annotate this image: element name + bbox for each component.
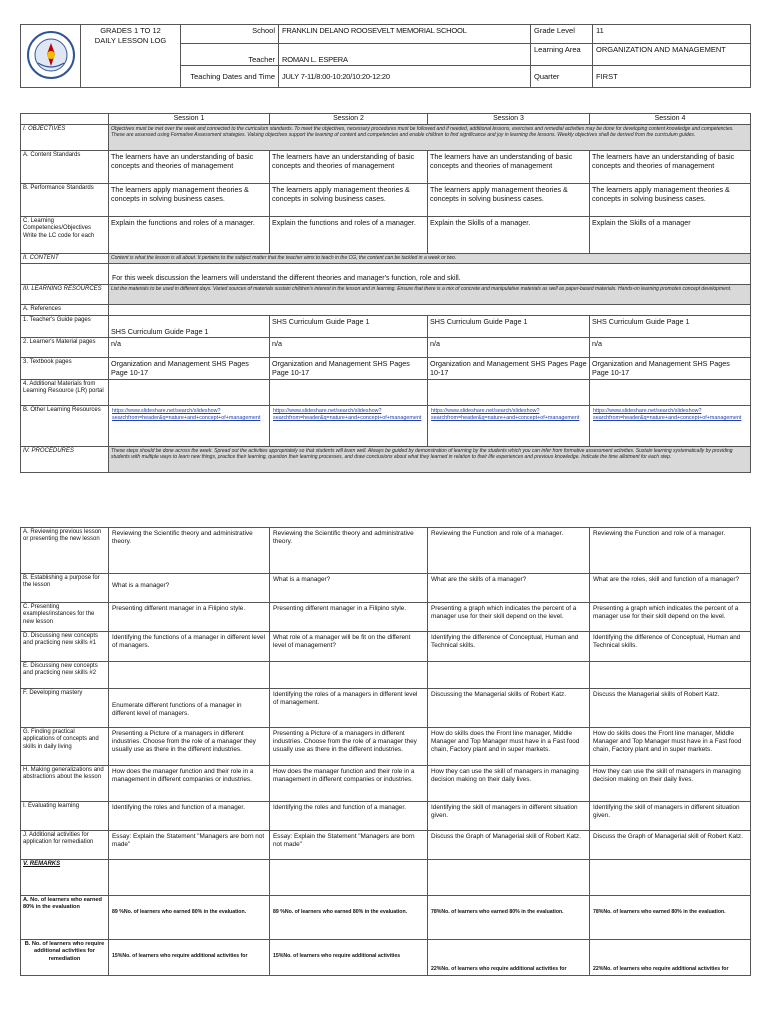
step-row [21, 574, 751, 603]
learners-remediation-s4: 22%No. of learners who require additional activities for [590, 940, 751, 976]
step-b-s1: What is a manager? [109, 574, 270, 603]
content-text-row [21, 264, 751, 285]
step-row [21, 603, 751, 632]
teacher-value: ROMAN L. ESPERA [279, 44, 531, 66]
step-j-s1: Essay: Explain the Statement "Managers are born not made" [109, 831, 270, 860]
procedures-note: These steps should be done across the week. Spread out the activities appropriately so that students will learn well. Always be guided by demonstration of learning by the students which you can infer from formative assessment activities. Sustain learning systematically by providing students with multiple ways to learn new things, practice their learning, question their learning processes, and draw conclusions about what they learned in relation to their life experiences and previous knowledge. Indicate the time allotment for each step. [109, 446, 751, 472]
learners-remediation-s1: 15%No. of learners who require additional activities for [109, 940, 270, 976]
step-i-s1: Identifying the roles and function of a manager. [109, 802, 270, 831]
dates-value: JULY 7-11/8:00-10:20/10:20-12:20 [279, 66, 531, 88]
teachers-guide-row [21, 315, 751, 337]
step-h-s1: How does the manager function and their role in a management in different companies or industries. [109, 766, 270, 802]
step-row [21, 689, 751, 728]
log-title [81, 25, 181, 88]
content-label: II. CONTENT [21, 254, 109, 264]
quarter-value: FIRST [593, 66, 751, 88]
content-note: Content is what the lesson is all about. It pertains to the subject matter that the teacher aims to teach in the CG, the content can be tackled in a week or two. [109, 254, 751, 264]
step-h-s3: How they can use the skill of managers in managing decision making on their daily lives. [428, 766, 590, 802]
textbook-s4: Organization and Management SHS Pages Page 10-17 [590, 357, 751, 379]
step-a-s2: Reviewing the Scientific theory and administrative theory. [270, 528, 428, 574]
step-a-s3: Reviewing the Function and role of a manager. [428, 528, 590, 574]
step-e-label: E. Discussing new concepts and practicing new skills #2 [21, 662, 109, 689]
step-g-s2: Presenting a Picture of a managers in different industries. Choose from the role of a manager they usually use as there in the different industries. [270, 728, 428, 766]
step-g-s4: How do skills does the Front line manager, Middle Manager and Top Manager must have in a Fast food chain, Factory plant and in super markets. [590, 728, 751, 766]
objectives-note: Objectives must be met over the week and connected to the curriculum standards. To meet the objectives, necessary procedures must be followed and if needed, additional lessons, exercises and remedial activities may be done for developing content knowledge and competencies. These are assessed using Formative Assessment strategies. Valuing objectives support the learning of content and competencies and enable children to find significance and joy in learning the lessons. Weekly objectives shall be derived from the curriculum guides. [109, 125, 751, 151]
competencies-s2: Explain the functions and roles of a manager. [270, 217, 428, 254]
step-b-label: B. Establishing a purpose for the lesson [21, 574, 109, 603]
other-resources-link-s1[interactable]: https://www.slideshare.net/search/slideshow?searchfrom=header&q=nature+and+concept+of+management [109, 405, 270, 446]
step-i-s2: Identifying the roles and function of a manager. [270, 802, 428, 831]
step-a-label: A. Reviewing previous lesson or presenting the new lesson [21, 528, 109, 574]
other-resources-link-s2[interactable]: https://www.slideshare.net/search/slideshow?searchfrom=header&q=nature+and+concept+of+management [270, 405, 428, 446]
performance-standards-s4: The learners apply management theories & concepts in solving business cases. [590, 184, 751, 217]
content-standards-s2: The learners have an understanding of basic concepts and theories of management [270, 151, 428, 184]
session-header-row [21, 114, 751, 125]
learners-80-row [21, 896, 751, 940]
performance-standards-s2: The learners apply management theories & concepts in solving business cases. [270, 184, 428, 217]
lesson-plan-table-top [20, 113, 751, 473]
learners-remediation-s2: 15%No. of learners who require additional activities [270, 940, 428, 976]
textbook-s1: Organization and Management SHS Pages Page 10-17 [109, 357, 270, 379]
additional-materials-label: 4. Additional Materials from Learning Resource (LR) portal [21, 379, 109, 405]
learners-remediation-row [21, 940, 751, 976]
step-g-s1: Presenting a Picture of a managers in different industries. Choose from the role of a manager they usually use as there in the different industries. [109, 728, 270, 766]
step-f-s1: Enumerate different functions of a manager in different level of managers. [109, 689, 270, 728]
teachers-guide-s4: SHS Curriculum Guide Page 1 [590, 315, 751, 337]
deped-seal-icon [26, 30, 76, 80]
step-c-s2: Presenting different manager in a Filipino style. [270, 603, 428, 632]
session-1-header: Session 1 [109, 114, 270, 125]
content-standards-s1: The learners have an understanding of basic concepts and theories of management [109, 151, 270, 184]
step-b-s2: What is a manager? [270, 574, 428, 603]
learners-material-label: 2. Learner's Material pages [21, 337, 109, 357]
step-e-s2 [270, 662, 428, 689]
content-standards-label: A. Content Standards [21, 151, 109, 184]
content-standards-row [21, 151, 751, 184]
step-c-s4: Presenting a graph which indicates the percent of a manager use for their skill depend on the level. [590, 603, 751, 632]
performance-standards-label: B. Performance Standards [21, 184, 109, 217]
learners-material-row [21, 337, 751, 357]
competencies-s4: Explain the Skills of a manager [590, 217, 751, 254]
step-f-s2: Identifying the roles of a managers in different level of management. [270, 689, 428, 728]
content-standards-s4: The learners have an understanding of basic concepts and theories of management [590, 151, 751, 184]
learners-80-s3: 78%No. of learners who earned 80% in the evaluation. [428, 896, 590, 940]
session-4-header: Session 4 [590, 114, 751, 125]
step-g-s3: How do skills does the Front line manager, Middle Manager and Top Manager must have in a Fast food chain, Factory plant and in super markets. [428, 728, 590, 766]
step-j-s4: Discuss the Graph of Managerial skill of Robert Katz. [590, 831, 751, 860]
title-grades: GRADES 1 TO 12 [100, 26, 161, 35]
resources-row [21, 285, 751, 305]
grade-label: Grade Level [531, 25, 593, 44]
performance-standards-s3: The learners apply management theories & concepts in solving business cases. [428, 184, 590, 217]
step-e-s4 [590, 662, 751, 689]
grade-value: 11 [593, 25, 751, 44]
step-h-label: H. Making generalizations and abstractions about the lesson [21, 766, 109, 802]
competencies-s1: Explain the functions and roles of a manager. [109, 217, 270, 254]
step-f-s4: Discuss the Managerial skills of Robert Katz. [590, 689, 751, 728]
step-a-s4: Reviewing the Function and role of a manager. [590, 528, 751, 574]
resources-note: List the materials to be used in different days. Varied sources of materials sustain children's interest in the lesson and in learning. Ensure that there is a mix of concrete and manipulative materials as well as paper-based materials. Hands-on learning promotes concept development. [109, 285, 751, 305]
dates-label: Teaching Dates and Time [181, 66, 279, 88]
quarter-label: Quarter [531, 66, 593, 88]
teachers-guide-s3: SHS Curriculum Guide Page 1 [428, 315, 590, 337]
references-label: A. References [21, 305, 109, 315]
competencies-s3: Explain the Skills of a manager. [428, 217, 590, 254]
step-b-s3: What are the skills of a manager? [428, 574, 590, 603]
step-a-s1: Reviewing the Scientific theory and administrative theory. [109, 528, 270, 574]
remarks-label: V. REMARKS [21, 860, 109, 896]
step-row [21, 528, 751, 574]
step-d-s3: Identifying the difference of Conceptual, Human and Technical skills. [428, 632, 590, 662]
step-row [21, 662, 751, 689]
step-row [21, 831, 751, 860]
step-c-s3: Presenting a graph which indicates the percent of a manager use for their skill depend on the level. [428, 603, 590, 632]
resources-label: III. LEARNING RESOURCES [21, 285, 109, 305]
step-j-label: J. Additional activities for application for remediation [21, 831, 109, 860]
step-i-s3: Identifying the skill of managers in different situation given. [428, 802, 590, 831]
step-d-label: D. Discussing new concepts and practicing new skills #1 [21, 632, 109, 662]
step-j-s3: Discuss the Graph of Managerial skill of Robert Katz. [428, 831, 590, 860]
step-d-s4: Identifying the difference of Conceptual, Human and Technical skills. [590, 632, 751, 662]
step-j-s2: Essay: Explain the Statement "Managers are born not made" [270, 831, 428, 860]
learners-material-s1: n/a [109, 337, 270, 357]
step-c-label: C. Presenting examples/instances for the new lesson [21, 603, 109, 632]
step-i-label: I. Evaluating learning [21, 802, 109, 831]
step-e-s3 [428, 662, 590, 689]
step-f-s3: Discussing the Managerial skills of Robert Katz. [428, 689, 590, 728]
step-c-s1: Presenting different manager in a Filipino style. [109, 603, 270, 632]
step-row [21, 728, 751, 766]
textbook-label: 3. Textbook pages [21, 357, 109, 379]
procedures-row [21, 446, 751, 472]
procedures-label: IV. PROCEDURES [21, 446, 109, 472]
step-row [21, 632, 751, 662]
step-row [21, 766, 751, 802]
content-standards-s3: The learners have an understanding of basic concepts and theories of management [428, 151, 590, 184]
objectives-row [21, 125, 751, 151]
step-i-s4: Identifying the skill of managers in different situation given. [590, 802, 751, 831]
teachers-guide-label: 1. Teacher's Guide pages [21, 315, 109, 337]
learners-80-s4: 78%No. of learners who earned 80% in the evaluation. [590, 896, 751, 940]
step-g-label: G. Finding practical applications of concepts and skills in daily living [21, 728, 109, 766]
objectives-label: I. OBJECTIVES [21, 125, 109, 151]
teacher-label: Teacher [181, 44, 279, 66]
performance-standards-row [21, 184, 751, 217]
session-2-header: Session 2 [270, 114, 428, 125]
step-h-s4: How they can use the skill of managers in managing decision making on their daily lives. [590, 766, 751, 802]
textbook-row [21, 357, 751, 379]
step-d-s1: Identifying the functions of a manager in different level of managers. [109, 632, 270, 662]
area-value: ORGANIZATION AND MANAGEMENT [593, 44, 751, 66]
session-3-header: Session 3 [428, 114, 590, 125]
learners-80-s2: 89 %No. of learners who earned 80% in the evaluation. [270, 896, 428, 940]
teachers-guide-s1: SHS Curriculum Guide Page 1 [109, 315, 270, 337]
performance-standards-s1: The learners apply management theories & concepts in solving business cases. [109, 184, 270, 217]
header-table [20, 24, 751, 88]
content-note-row [21, 254, 751, 264]
area-label: Learning Area [531, 44, 593, 66]
learners-80-label: A. No. of learners who earned 80% in the evaluation [21, 896, 109, 940]
learners-material-s4: n/a [590, 337, 751, 357]
other-resources-link-s4[interactable]: https://www.slideshare.net/search/slideshow?searchfrom=header&q=nature+and+concept+of+management [590, 405, 751, 446]
other-resources-label: B. Other Learning Resources [21, 405, 109, 446]
learners-remediation-label: B. No. of learners who require additional activities for remediation [21, 940, 109, 976]
school-label: School [181, 25, 279, 44]
deped-seal [21, 25, 81, 88]
lesson-plan-table-bottom [20, 527, 751, 976]
step-row [21, 802, 751, 831]
step-h-s2: How does the manager function and their role in a management in different companies or industries. [270, 766, 428, 802]
teachers-guide-s2: SHS Curriculum Guide Page 1 [270, 315, 428, 337]
learners-80-s1: 89 %No. of learners who earned 80% in the evaluation. [109, 896, 270, 940]
competencies-label: C. Learning Competencies/Objectives Write the LC code for each [21, 217, 109, 254]
learners-remediation-s3: 22%No. of learners who require additional activities for [428, 940, 590, 976]
content-text: For this week discussion the learners will understand the different theories and manager's function, role and skill. [109, 264, 751, 285]
references-row [21, 305, 751, 315]
remarks-row [21, 860, 751, 896]
school-value: FRANKLIN DELANO ROOSEVELT MEMORIAL SCHOOL [279, 25, 531, 44]
step-d-s2: What role of a manager will be fit on the different level of management? [270, 632, 428, 662]
other-resources-link-s3[interactable]: https://www.slideshare.net/search/slideshow?searchfrom=header&q=nature+and+concept+of+management [428, 405, 590, 446]
step-e-s1 [109, 662, 270, 689]
other-resources-row [21, 405, 751, 446]
textbook-s2: Organization and Management SHS Pages Page 10-17 [270, 357, 428, 379]
step-f-label: F. Developing mastery [21, 689, 109, 728]
step-b-s4: What are the roles, skill and function of a manager? [590, 574, 751, 603]
title-dll: DAILY LESSON LOG [94, 36, 167, 45]
learners-material-s3: n/a [428, 337, 590, 357]
additional-materials-row [21, 379, 751, 405]
competencies-row [21, 217, 751, 254]
learners-material-s2: n/a [270, 337, 428, 357]
textbook-s3: Organization and Management SHS Pages Page 10-17 [428, 357, 590, 379]
